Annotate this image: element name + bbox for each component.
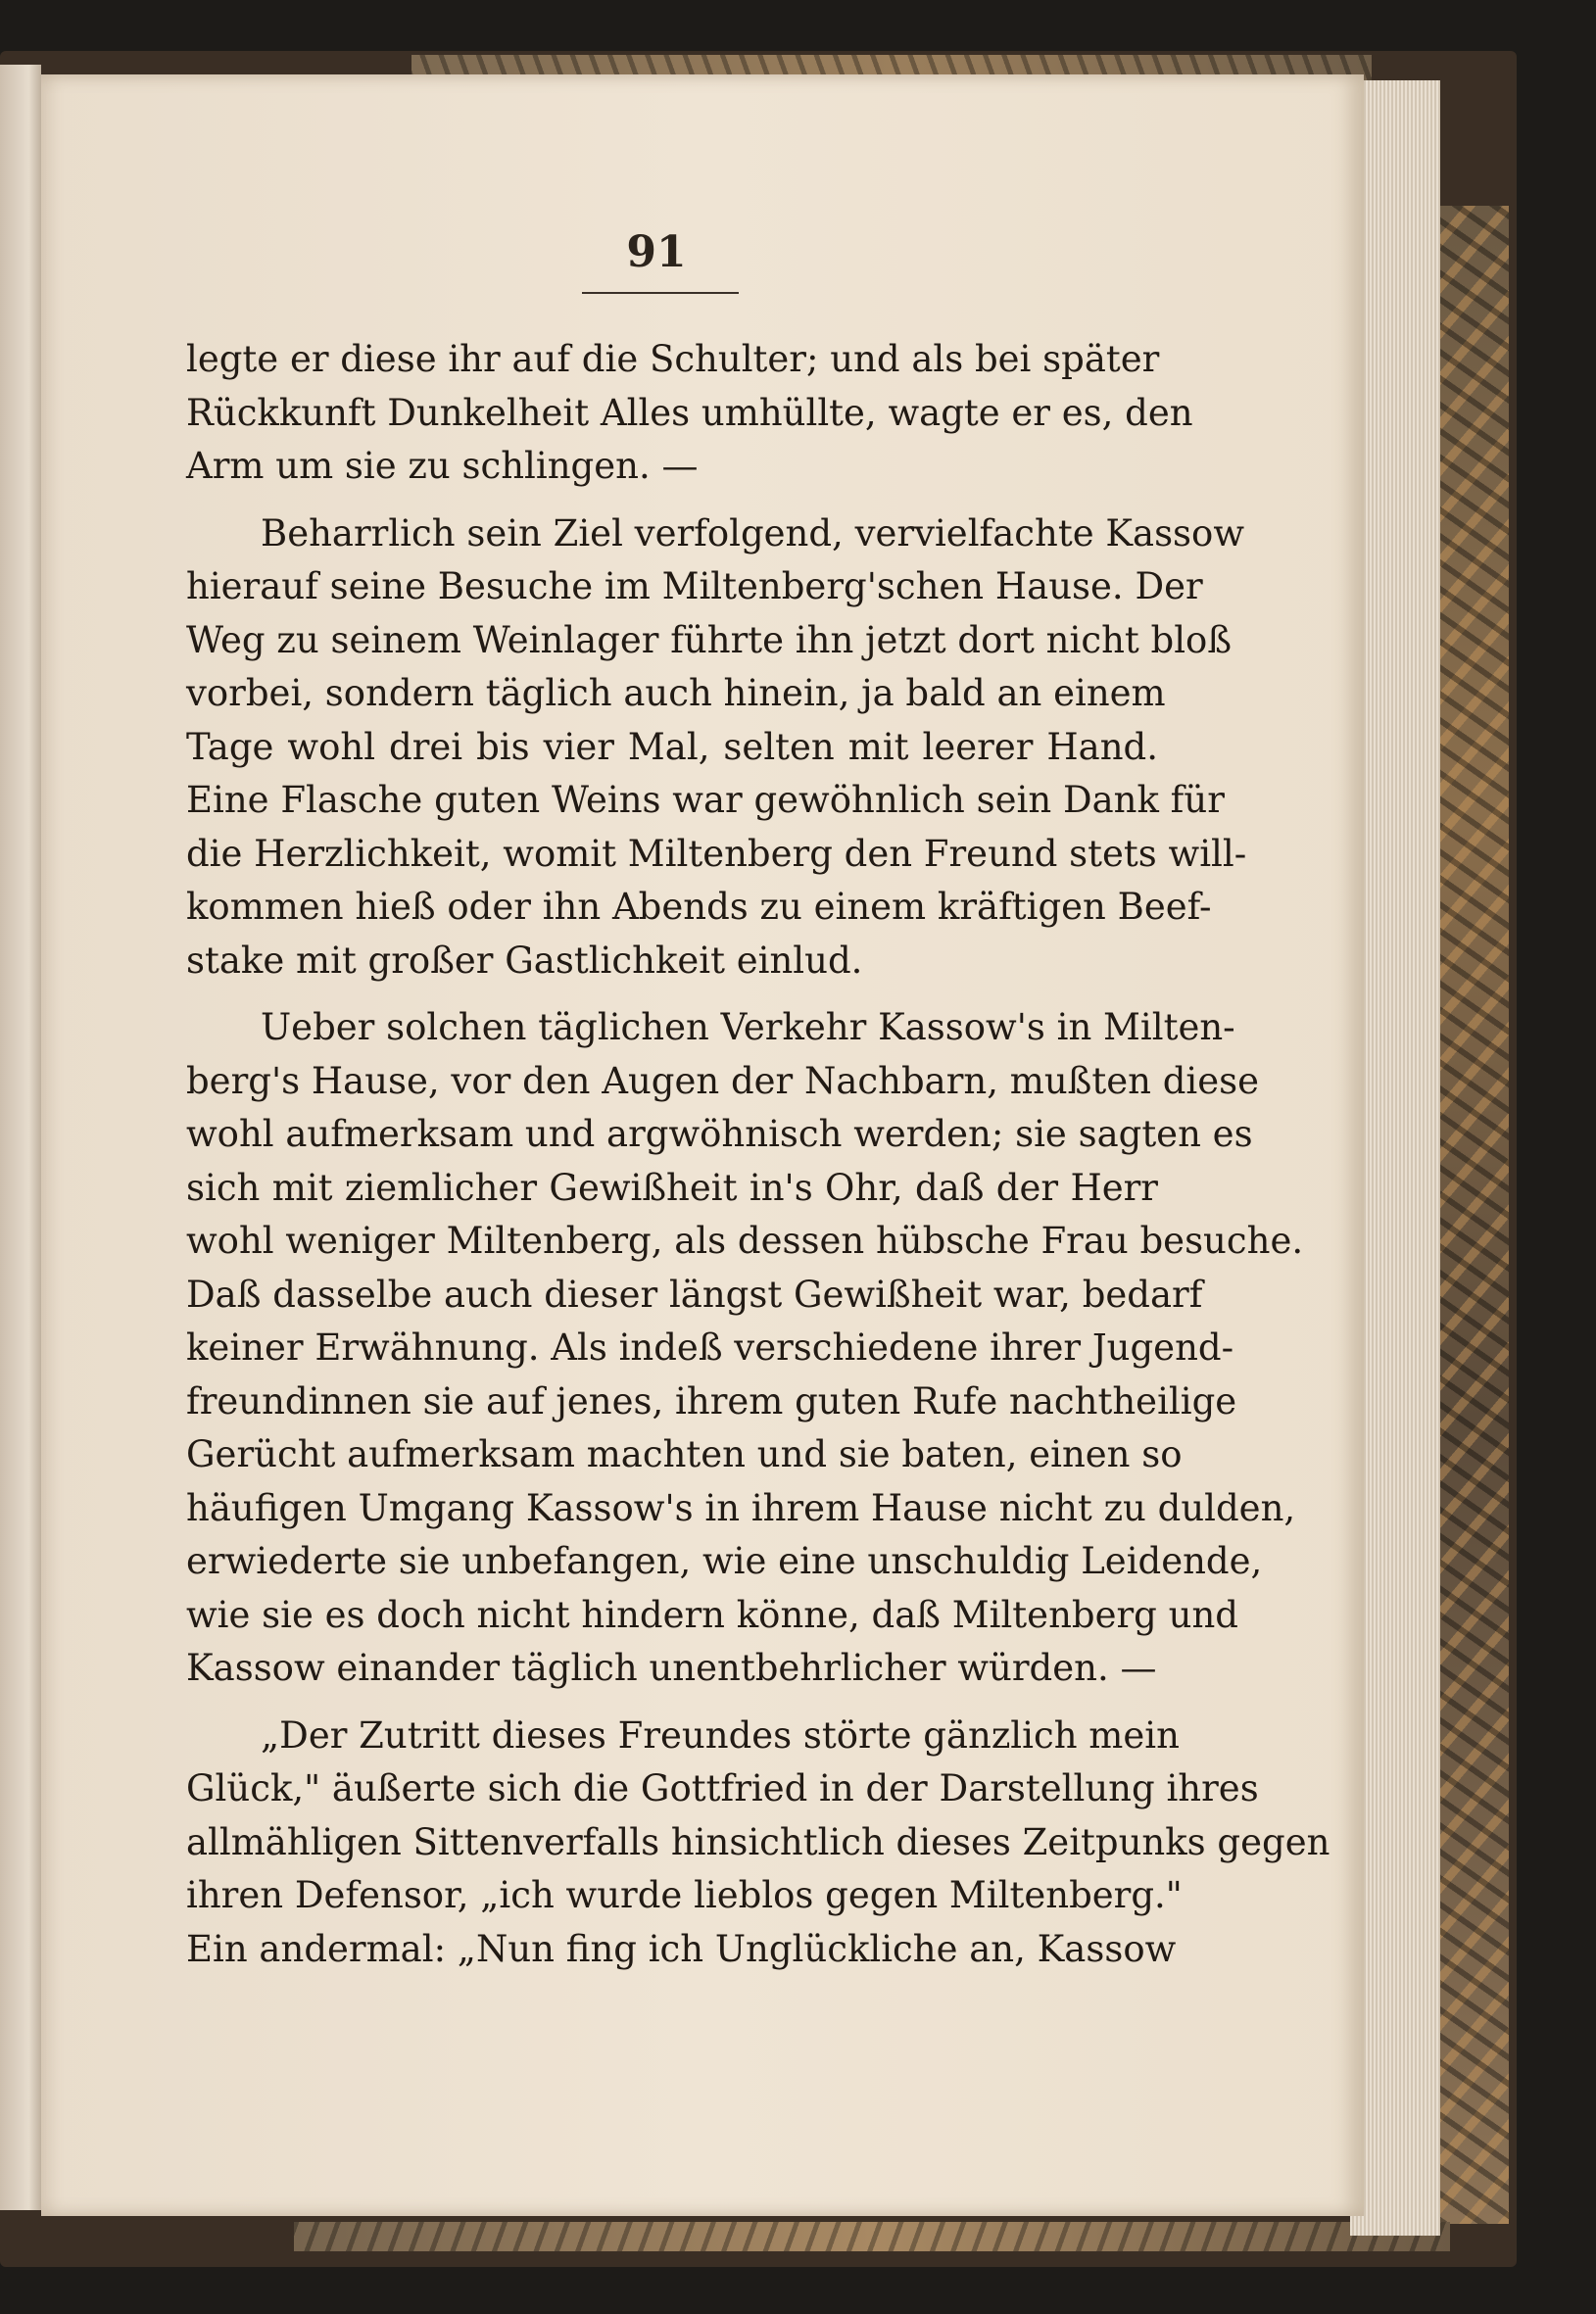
text-line: Gerücht aufmerksam machten und sie baten, einen so bbox=[186, 1433, 1183, 1475]
text-line: keiner Erwähnung. Als indeß verschiedene ihrer Jugend- bbox=[186, 1326, 1234, 1369]
text-line: wie sie es doch nicht hindern könne, daß Miltenberg und bbox=[186, 1593, 1238, 1636]
text-line: Kassow einander täglich unentbehrlicher würden. — bbox=[186, 1647, 1157, 1689]
text-line: allmähligen Sittenverfalls hinsichtlich dieses Zeitpunks gegen bbox=[186, 1820, 1330, 1863]
text-line: Tage wohl drei bis vier Mal, selten mit leerer Hand. bbox=[186, 725, 1158, 768]
marbled-endpaper-bottom bbox=[294, 2222, 1450, 2251]
text-line: berg's Hause, vor den Augen der Nachbarn, mußten diese bbox=[186, 1059, 1260, 1102]
text-line: Weg zu seinem Weinlager führte ihn jetzt dort nicht bloß bbox=[186, 618, 1233, 661]
text-line: erwiederte sie unbefangen, wie eine unschuldig Leidende, bbox=[186, 1540, 1263, 1582]
paragraph-gap bbox=[186, 1696, 1158, 1710]
text-line: Ein andermal: „Nun fing ich Unglückliche an, Kassow bbox=[186, 1927, 1177, 1970]
text-line: „Der Zutritt dieses Freundes störte gänzlich mein bbox=[261, 1713, 1180, 1757]
text-line: Eine Flasche guten Weins war gewöhnlich sein Dank für bbox=[186, 779, 1225, 821]
text-line: die Herzlichkeit, womit Miltenberg den Freund stets will- bbox=[186, 832, 1247, 875]
text-line: legte er diese ihr auf die Schulter; und als bei später bbox=[186, 338, 1160, 380]
text-line: stake mit großer Gastlichkeit einlud. bbox=[186, 939, 863, 982]
text-line: Beharrlich sein Ziel verfolgend, vervielfachte Kassow bbox=[261, 511, 1244, 554]
page-number: 91 bbox=[626, 227, 687, 277]
text-line: Rückkunft Dunkelheit Alles umhüllte, wagte er es, den bbox=[186, 391, 1193, 434]
paragraph-gap bbox=[186, 494, 1158, 507]
text-line: Arm um sie zu schlingen. — bbox=[186, 445, 699, 487]
paragraph bbox=[186, 1001, 1304, 1696]
text-line: ihren Defensor, „ich wurde lieblos gegen Miltenberg." bbox=[186, 1874, 1183, 1916]
text-line: häufigen Umgang Kassow's in ihrem Hause nicht zu dulden, bbox=[186, 1486, 1296, 1529]
paragraph bbox=[186, 333, 1193, 494]
text-line: wohl weniger Miltenberg, als dessen hübsche Frau besuche. bbox=[186, 1220, 1304, 1262]
text-line: sich mit ziemlicher Gewißheit in's Ohr, daß der Herr bbox=[186, 1166, 1158, 1209]
text-line: kommen hieß oder ihn Abends zu einem kräftigen Beef- bbox=[186, 886, 1212, 928]
text-line: hierauf seine Besuche im Miltenberg'schen Hause. Der bbox=[186, 565, 1203, 607]
text-line: Ueber solchen täglichen Verkehr Kassow's in Milten- bbox=[261, 1006, 1235, 1048]
paragraph bbox=[186, 1710, 1330, 1977]
text-line: wohl aufmerksam und argwöhnisch werden; sie sagten es bbox=[186, 1113, 1253, 1155]
page-number-rule bbox=[582, 292, 739, 294]
paragraph-gap bbox=[186, 988, 1158, 1001]
paragraph bbox=[186, 507, 1247, 988]
text-line: freundinnen sie auf jenes, ihrem guten Rufe nachtheilige bbox=[186, 1379, 1237, 1422]
text-line: Daß dasselbe auch dieser längst Gewißheit war, bedarf bbox=[186, 1273, 1203, 1316]
marbled-endpaper-right bbox=[1440, 206, 1509, 2224]
page-text bbox=[186, 333, 1330, 1976]
text-line: vorbei, sondern täglich auch hinein, ja bald an einem bbox=[186, 672, 1166, 714]
text-line: Glück," äußerte sich die Gottfried in der Darstellung ihres bbox=[186, 1767, 1259, 1809]
facing-page-edge bbox=[0, 65, 41, 2210]
